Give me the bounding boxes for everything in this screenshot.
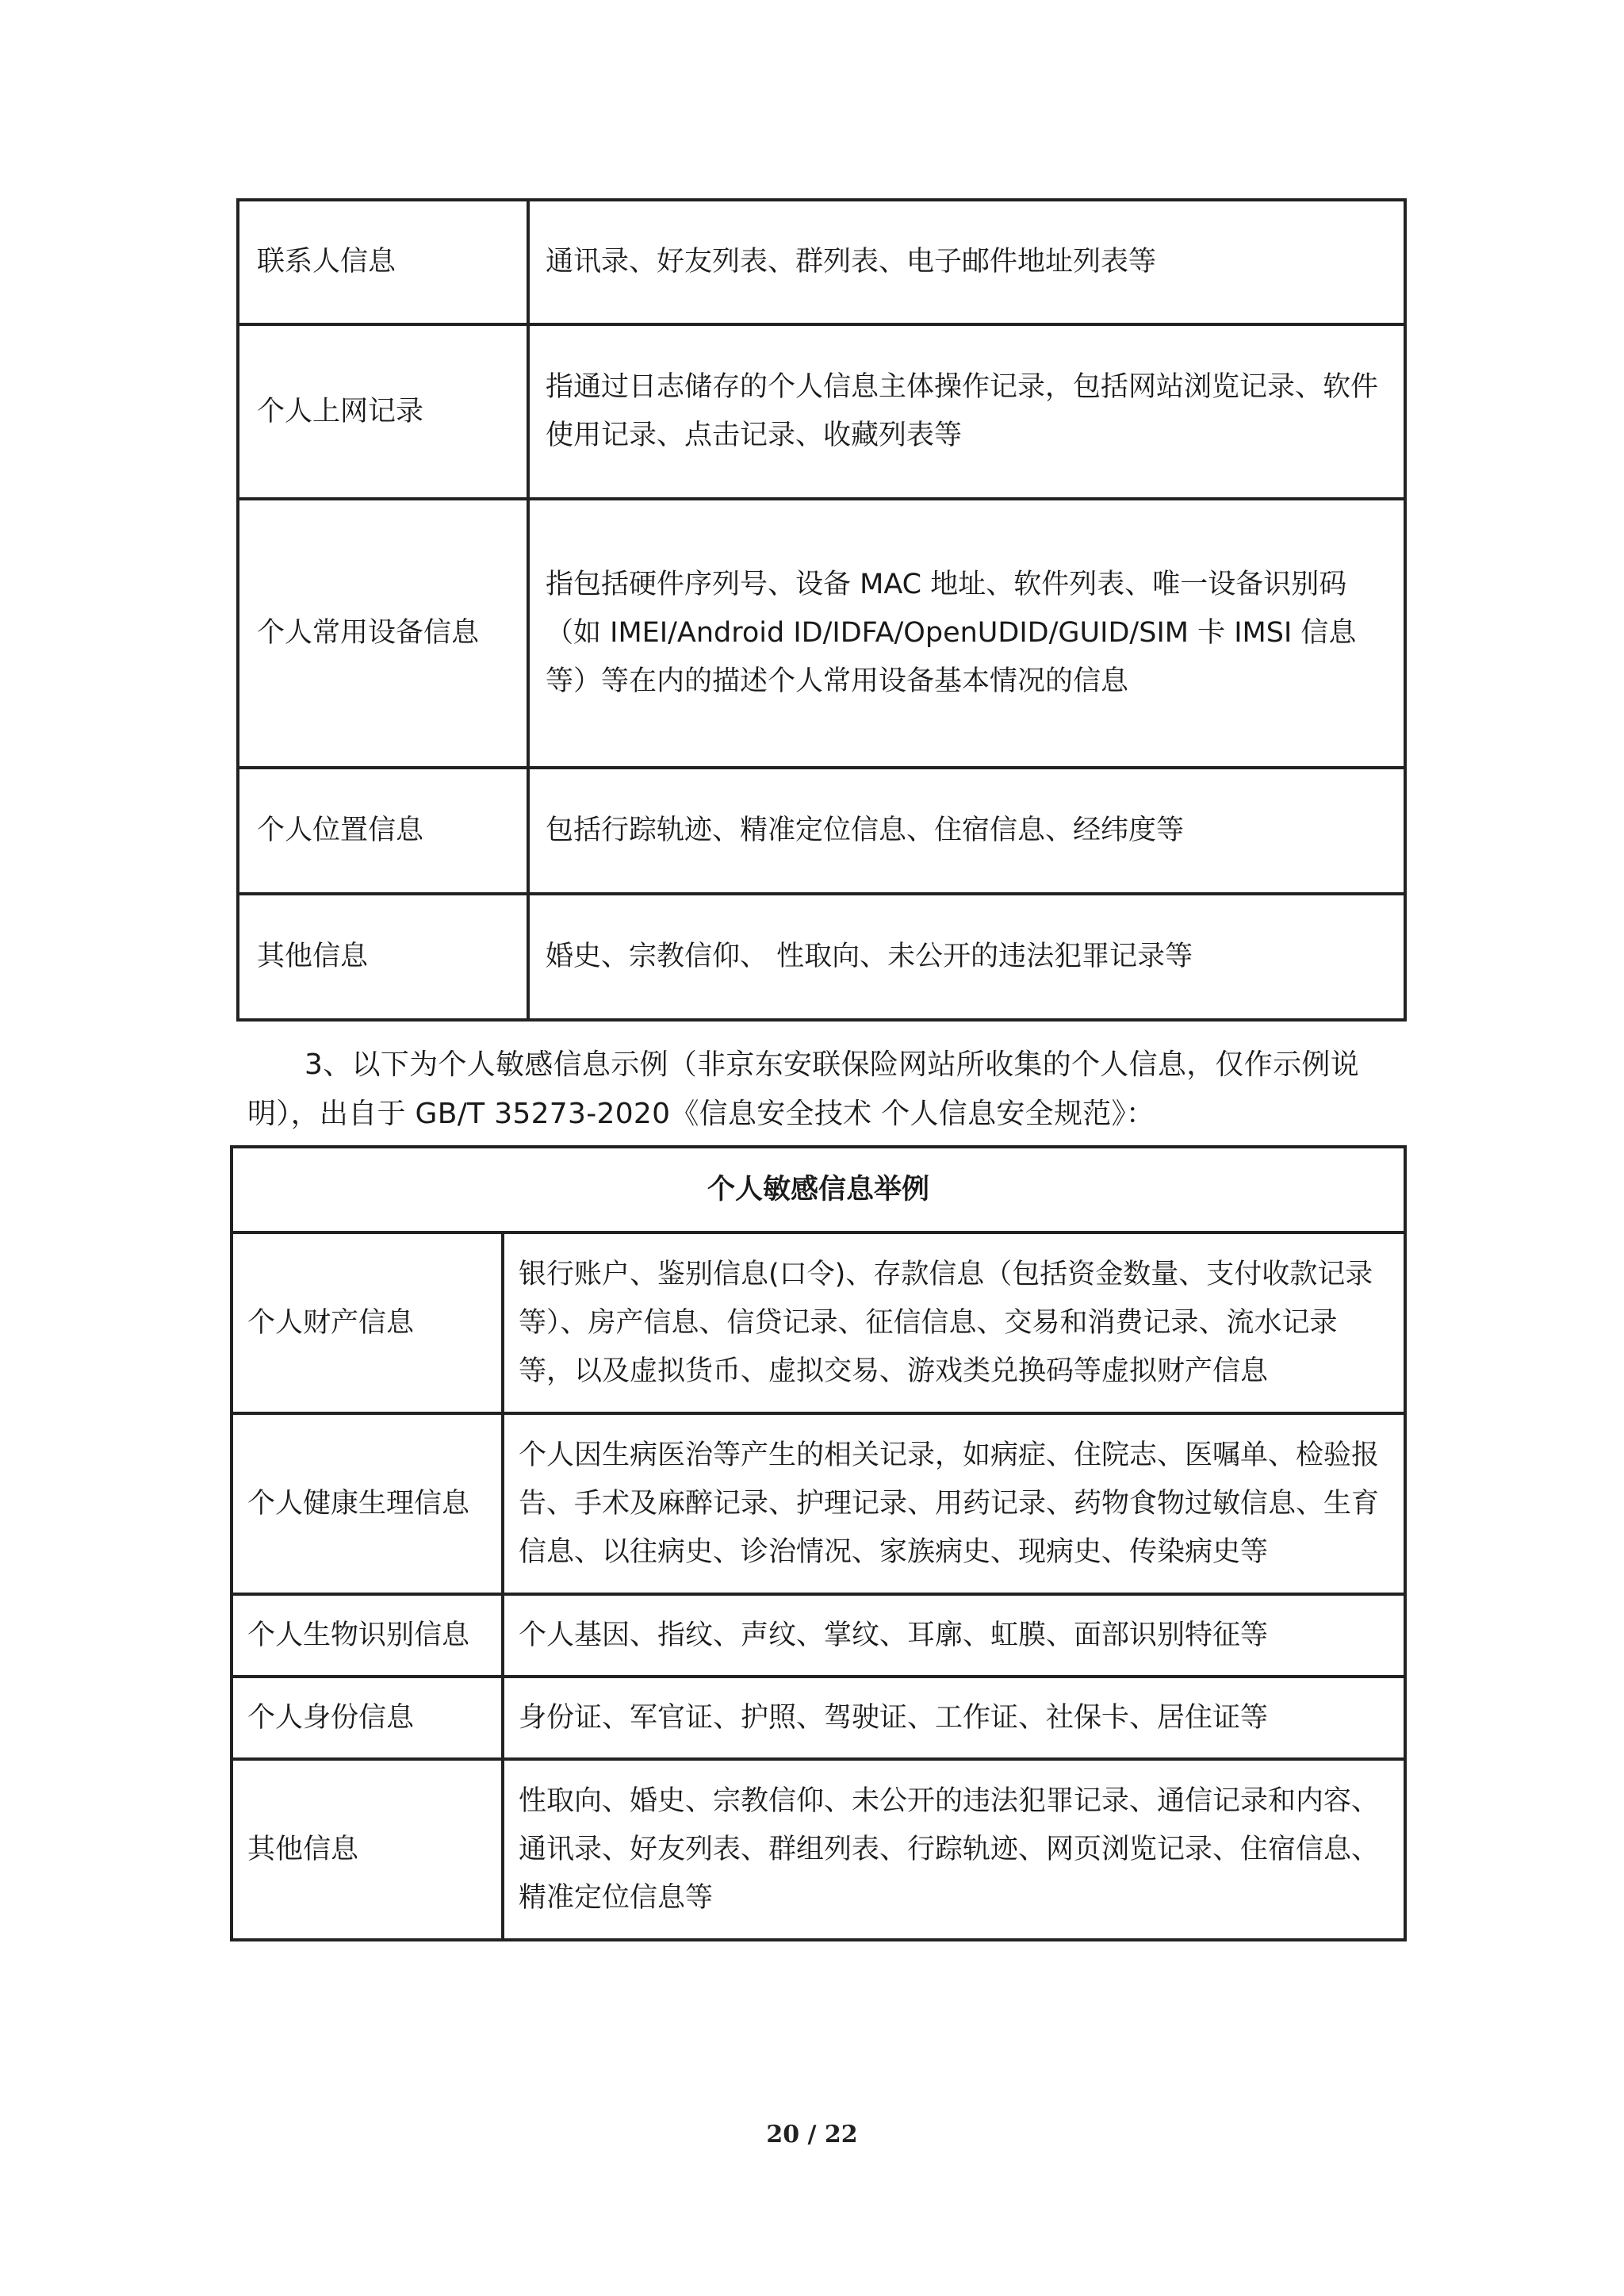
- table-row: [232, 1413, 1405, 1594]
- category-cell: 个人位置信息: [238, 768, 528, 894]
- description-cell: 婚史、宗教信仰、 性取向、未公开的违法犯罪记录等: [528, 894, 1405, 1020]
- category-cell: 其他信息: [232, 1759, 503, 1940]
- sensitive-info-table: [230, 1145, 1407, 1941]
- description-cell: 个人因生病医治等产生的相关记录，如病症、住院志、医嘱单、检验报告、手术及麻醉记录、护理记录、用药记录、药物食物过敏信息、生育信息、以往病史、诊治情况、家族病史、现病史、传染病史等: [503, 1413, 1405, 1594]
- description-cell: 通讯录、好友列表、群列表、电子邮件地址列表等: [528, 200, 1405, 324]
- table-row: [238, 499, 1405, 768]
- category-cell: 个人身份信息: [232, 1677, 503, 1759]
- description-cell: 身份证、军官证、护照、驾驶证、工作证、社保卡、居住证等: [503, 1677, 1405, 1759]
- table-row: [232, 1594, 1405, 1677]
- table-row: [238, 324, 1405, 499]
- page-number: 20 / 22: [766, 2121, 858, 2148]
- table-row: [238, 200, 1405, 324]
- table-header-row: [232, 1147, 1405, 1232]
- table-row: [238, 894, 1405, 1020]
- category-cell: 个人常用设备信息: [238, 499, 528, 768]
- category-cell: 联系人信息: [238, 200, 528, 324]
- table-row: [238, 768, 1405, 894]
- description-cell: 指包括硬件序列号、设备 MAC 地址、软件列表、唯一设备识别码（如 IMEI/Android ID/IDFA/OpenUDID/GUID/SIM 卡 IMSI 信息等）等在内的描述个人常用设备基本情况的信息: [528, 499, 1405, 768]
- category-cell: 个人上网记录: [238, 324, 528, 499]
- table-row: [232, 1677, 1405, 1759]
- description-cell: 包括行踪轨迹、精准定位信息、住宿信息、经纬度等: [528, 768, 1405, 894]
- table-title: 个人敏感信息举例: [232, 1147, 1405, 1232]
- description-cell: 指通过日志储存的个人信息主体操作记录，包括网站浏览记录、软件使用记录、点击记录、收藏列表等: [528, 324, 1405, 499]
- description-cell: 个人基因、指纹、声纹、掌纹、耳廓、虹膜、面部识别特征等: [503, 1594, 1405, 1677]
- category-cell: 个人财产信息: [232, 1232, 503, 1413]
- general-info-table: [236, 198, 1407, 1022]
- intro-paragraph: 3、以下为个人敏感信息示例（非京东安联保险网站所收集的个人信息，仅作示例说明），出自于 GB/T 35273-2020《信息安全技术 个人信息安全规范》：: [247, 1048, 1360, 1130]
- category-cell: 其他信息: [238, 894, 528, 1020]
- category-cell: 个人健康生理信息: [232, 1413, 503, 1594]
- category-cell: 个人生物识别信息: [232, 1594, 503, 1677]
- description-cell: 性取向、婚史、宗教信仰、未公开的违法犯罪记录、通信记录和内容、通讯录、好友列表、群组列表、行踪轨迹、网页浏览记录、住宿信息、精准定位信息等: [503, 1759, 1405, 1940]
- description-cell: 银行账户、鉴别信息(口令)、存款信息（包括资金数量、支付收款记录等）、房产信息、信贷记录、征信信息、交易和消费记录、流水记录等，以及虚拟货币、虚拟交易、游戏类兑换码等虚拟财产信息: [503, 1232, 1405, 1413]
- table-row: [232, 1232, 1405, 1413]
- table-row: [232, 1759, 1405, 1940]
